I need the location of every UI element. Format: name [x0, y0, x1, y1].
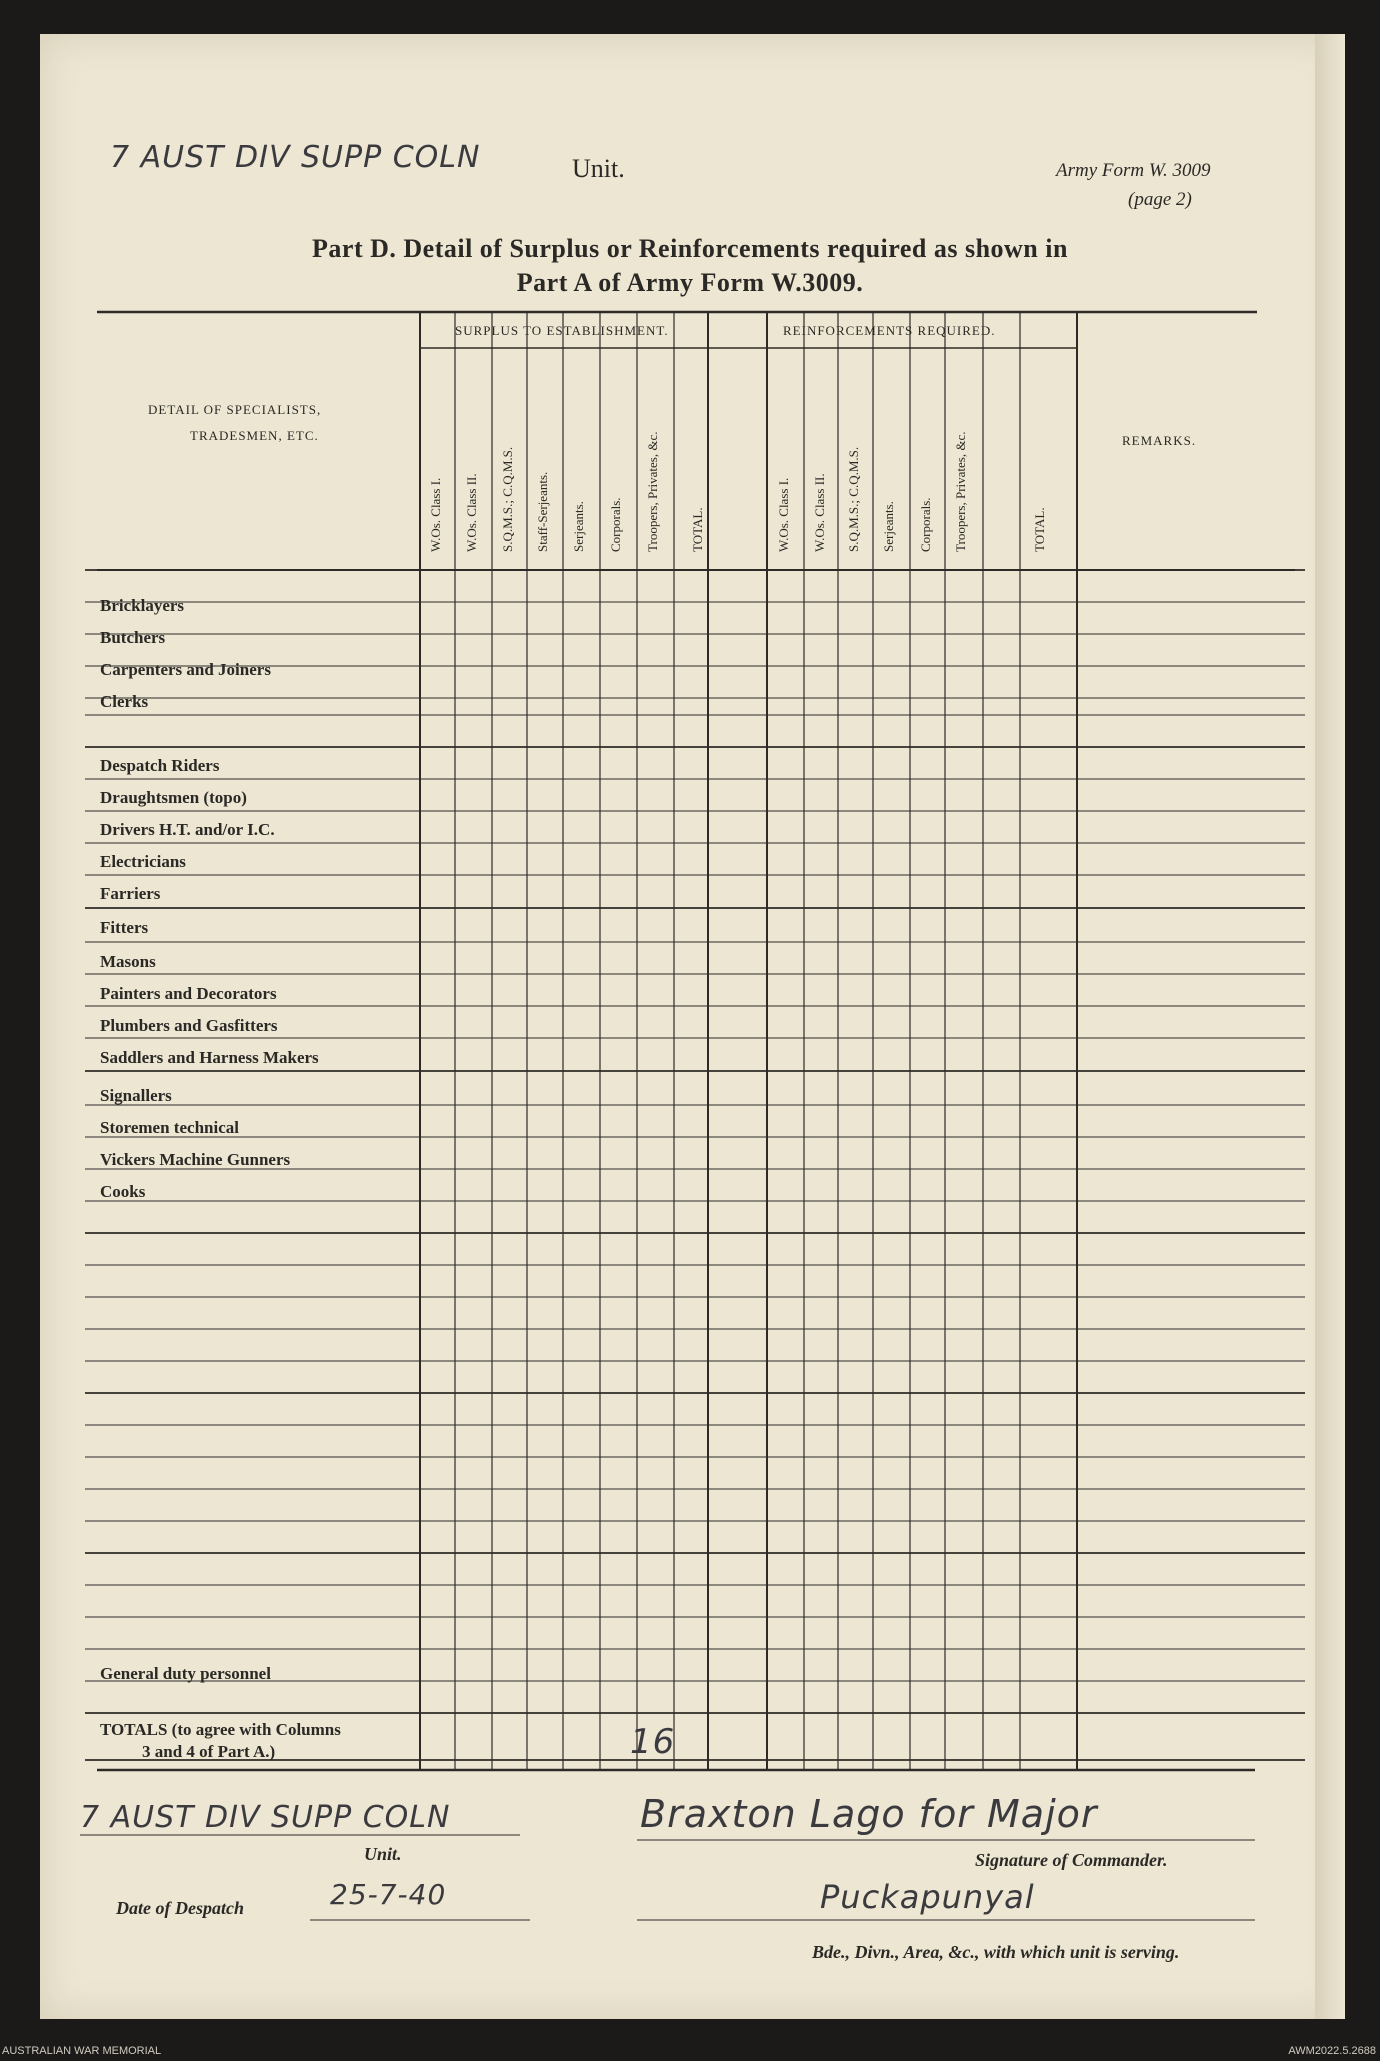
reinforcement-column-label: TOTAL.	[1032, 507, 1047, 552]
row-label: Plumbers and Gasfitters	[100, 1016, 278, 1035]
army-form-number: Army Form W. 3009	[1056, 160, 1211, 181]
row-label: Butchers	[100, 628, 166, 647]
row-label: Storemen technical	[100, 1118, 239, 1137]
row-label: Electricians	[100, 852, 186, 871]
page-number: (page 2)	[1128, 189, 1192, 210]
date-of-despatch-label: Date of Despatch	[116, 1898, 244, 1918]
footer-unit-handwritten: 7 AUST DIV SUPP COLN	[80, 1800, 451, 1835]
row-label: Saddlers and Harness Makers	[100, 1048, 319, 1067]
surplus-column-label: S.Q.M.S.; C.Q.M.S.	[500, 446, 515, 552]
surplus-column-label: Staff-Serjeants.	[535, 471, 550, 552]
reinforcement-column-label: Serjeants.	[881, 501, 896, 552]
footer-unit-label: Unit.	[364, 1844, 402, 1864]
reinforcement-column-label: W.Os. Class II.	[812, 473, 827, 552]
reinforcements-header: REINFORCEMENTS REQUIRED.	[783, 323, 996, 338]
remarks-header: REMARKS.	[1122, 433, 1197, 448]
unit-handwritten: 7 AUST DIV SUPP COLN	[110, 140, 481, 175]
row-label: Cooks	[100, 1182, 146, 1201]
row-label: Clerks	[100, 692, 149, 711]
totals-line1: TOTALS (to agree with Columns	[100, 1720, 341, 1739]
row-label: Bricklayers	[100, 596, 185, 615]
row-label: Signallers	[100, 1086, 172, 1105]
form-title-line2: Part A of Army Form W.3009.	[516, 268, 864, 297]
reinforcement-column-label: Corporals.	[918, 497, 933, 552]
row-label: Painters and Decorators	[100, 984, 277, 1003]
reinforcement-column-label: S.Q.M.S.; C.Q.M.S.	[846, 446, 861, 552]
surplus-column-label: W.Os. Class I.	[428, 477, 443, 552]
detail-header-line2: TRADESMEN, ETC.	[190, 428, 319, 443]
detail-header-line1: DETAIL OF SPECIALISTS,	[148, 402, 322, 417]
bde-label: Bde., Divn., Area, &c., with which unit is serving.	[812, 1942, 1180, 1962]
row-label: Carpenters and Joiners	[100, 660, 271, 679]
form-title-line1: Part D. Detail of Surplus or Reinforcements required as shown in	[312, 234, 1068, 263]
row-label: Vickers Machine Gunners	[100, 1150, 291, 1169]
signature-label: Signature of Commander.	[975, 1850, 1168, 1870]
row-label: Despatch Riders	[100, 756, 220, 775]
surplus-column-label: Corporals.	[608, 497, 623, 552]
totals-handwritten: 16	[630, 1722, 676, 1762]
archive-left: AUSTRALIAN WAR MEMORIAL	[2, 2045, 162, 2057]
row-label: Drivers H.T. and/or I.C.	[100, 820, 275, 839]
bde-handwritten: Puckapunyal	[820, 1878, 1035, 1916]
archive-right: AWM2022.5.2688	[1288, 2045, 1376, 2057]
row-label: Draughtsmen (topo)	[100, 788, 247, 807]
row-label: Fitters	[100, 918, 149, 937]
surplus-header: SURPLUS TO ESTABLISHMENT.	[455, 323, 669, 338]
row-label: Masons	[100, 952, 156, 971]
surplus-column-label: W.Os. Class II.	[464, 473, 479, 552]
date-handwritten: 25-7-40	[330, 1878, 447, 1911]
totals-line2: 3 and 4 of Part A.)	[142, 1742, 276, 1761]
signature-handwritten: Braxton Lago for Major	[640, 1792, 1098, 1836]
reinforcement-column-label: W.Os. Class I.	[776, 477, 791, 552]
reinforcement-column-label: Troopers, Privates, &c.	[953, 431, 968, 552]
surplus-column-label: TOTAL.	[690, 507, 705, 552]
row-label: Farriers	[100, 884, 161, 903]
unit-label: Unit.	[572, 154, 625, 183]
surplus-column-label: Troopers, Privates, &c.	[645, 431, 660, 552]
row-general-duty: General duty personnel	[100, 1664, 271, 1683]
surplus-column-label: Serjeants.	[571, 501, 586, 552]
